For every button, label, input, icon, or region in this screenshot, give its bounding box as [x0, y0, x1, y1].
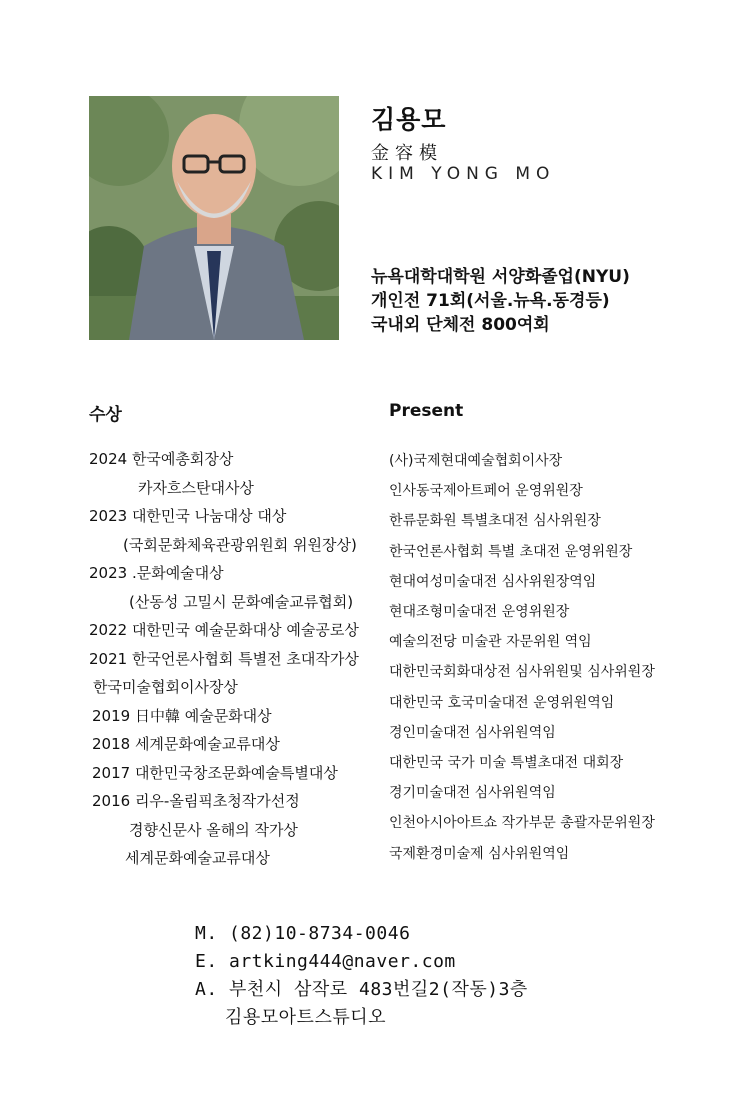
present-list: [389, 446, 655, 869]
bio-summary: [371, 265, 630, 337]
bio-line: 뉴욕대학대학원 서양화졸업(NYU): [371, 267, 630, 287]
award-item: 세계문화예술교류대상: [125, 849, 270, 867]
present-item: 인사동국제아트페어 운영위원장: [389, 483, 583, 500]
present-item: 국제환경미술제 심사위원역임: [389, 845, 570, 862]
award-item: 2016 리우-올림픽초청작가선정: [92, 792, 300, 810]
present-item: 한국언론사협회 특별 초대전 운영위원장: [389, 543, 633, 560]
contact-email: E. artking444@naver.com: [195, 951, 456, 972]
portrait-photo: [89, 96, 339, 340]
name-korean: 김용모: [371, 105, 447, 134]
award-item: 2021 한국언론사협회 특별전 초대작가상: [89, 649, 359, 668]
present-title: Present: [389, 401, 464, 421]
present-item: 현대조형미술대전 운영위원장: [389, 604, 570, 621]
award-item: 카자흐스탄대사상: [138, 478, 254, 497]
contact-studio: 김용모아트스튜디오: [225, 1007, 386, 1028]
present-item: 경인미술대전 심사위원역임: [389, 724, 556, 741]
award-item: 2018 세계문화예술교류대상: [92, 735, 280, 753]
awards-title: 수상: [89, 405, 122, 425]
contact-mobile: M. (82)10-8734-0046: [195, 923, 411, 944]
present-item: 예술의전당 미술관 자문위원 역임: [389, 634, 592, 651]
present-item: 인천아시아아트쇼 작가부문 총괄자문위원장: [389, 815, 655, 832]
name-hanja: 金容模: [371, 143, 443, 164]
bio-line: 개인전 71회(서울.뉴욕.동경등): [371, 291, 610, 311]
present-item: 경기미술대전 심사위원역임: [389, 785, 556, 802]
present-item: 대한민국회화대상전 심사위원및 심사위원장: [389, 664, 655, 681]
present-item: (사)국제현대예술협회이사장: [389, 453, 563, 469]
name-english: KIM YONG MO: [371, 164, 556, 184]
award-item: 2017 대한민국창조문화예술특별대상: [92, 763, 338, 782]
award-item: 2022 대한민국 예술문화대상 예술공로상: [89, 621, 359, 639]
contact-block: [195, 920, 528, 1032]
present-item: 대한민국 호국미술대전 운영위원역임: [389, 694, 615, 711]
present-item: 대한민국 국가 미술 특별초대전 대회장: [389, 755, 624, 772]
portrait-illustration: [89, 96, 339, 340]
award-item: 2023 대한민국 나눔대상 대상: [89, 507, 287, 525]
bio-line: 국내외 단체전 800여회: [371, 315, 550, 335]
award-item: (산동성 고밀시 문화예술교류협회): [129, 592, 354, 611]
award-item: 경향신문사 올해의 작가상: [129, 820, 298, 839]
present-item: 현대여성미술대전 심사위원장역임: [389, 573, 597, 590]
awards-list: [89, 445, 359, 873]
award-item: 2023 .문화예술대상: [89, 564, 224, 582]
award-item: 2019 日中韓 예술문화대상: [92, 706, 272, 725]
award-item: 2024 한국예총회장상: [89, 450, 234, 468]
award-item: 한국미술협회이사장상: [93, 678, 238, 696]
contact-address: A. 부천시 삼작로 483번길2(작동)3층: [195, 979, 528, 1000]
award-item: (국회문화체육관광위원회 위원장상): [123, 535, 357, 554]
present-item: 한류문화원 특별초대전 심사위원장: [389, 513, 601, 530]
